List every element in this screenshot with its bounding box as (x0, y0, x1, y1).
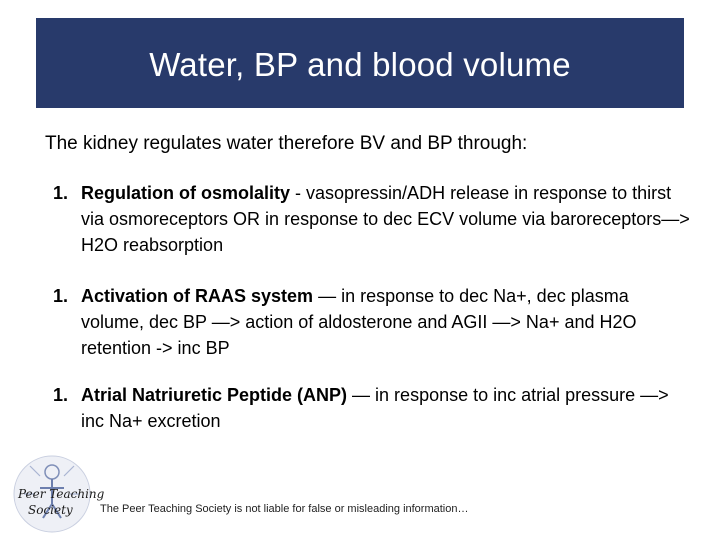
list-item-osmolality (53, 180, 693, 258)
list-item-heading: Atrial Natriuretic Peptide (ANP) (81, 385, 348, 405)
list-item-raas (53, 283, 693, 361)
list-number: 1. (53, 183, 69, 203)
list-item-text: — in response to inc atrial pressure —> inc Na+ excretion (81, 385, 669, 431)
title-bar (36, 18, 684, 108)
list-item-text: — in response to dec Na+, dec plasma volume, dec BP —> action of aldosterone and AGII —> Na+ and H2O retention -> inc BP (81, 286, 637, 358)
logo-text-line1: Peer Teaching (18, 487, 105, 501)
list-number: 1. (53, 385, 69, 405)
list-item-text: - vasopressin/ADH release in response to thirst via osmoreceptors OR in response to dec ECV volume via baroreceptors—> H2O reabsorption (81, 183, 690, 255)
slide-title: Water, BP and blood volume (149, 46, 571, 83)
list-item-anp (53, 382, 693, 434)
list-item-body (81, 382, 693, 434)
intro-text: The kidney regulates water therefore BV and BP through: (45, 133, 528, 154)
disclaimer-text: The Peer Teaching Society is not liable for false or misleading information… (100, 503, 469, 515)
peer-teaching-society-logo (10, 452, 105, 536)
list-item-heading: Regulation of osmolality (81, 183, 291, 203)
list-item-body (81, 283, 693, 361)
list-number: 1. (53, 286, 69, 306)
list-item-heading: Activation of RAAS system (81, 286, 314, 306)
list-item-body (81, 180, 693, 258)
logo-text-line2: Society (28, 503, 73, 517)
